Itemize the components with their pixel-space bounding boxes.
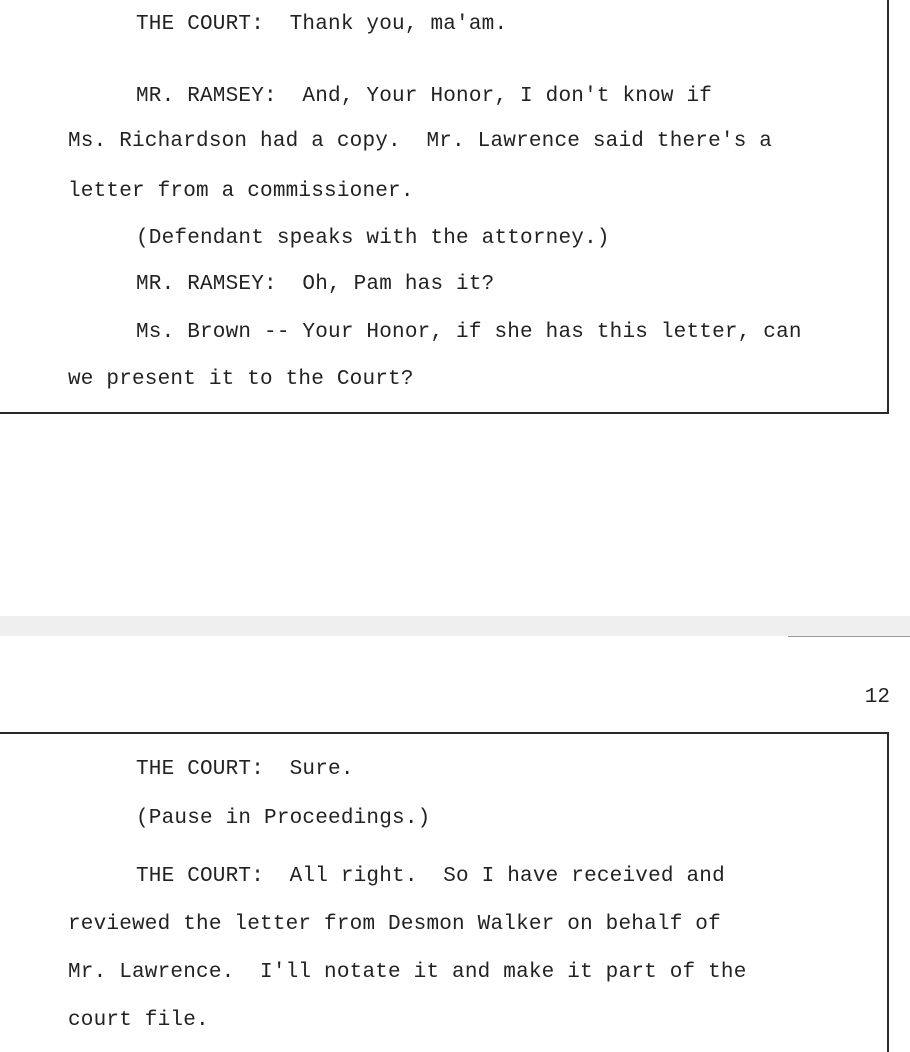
- page-number: 12: [864, 686, 890, 709]
- transcript-line: MR. RAMSEY: Oh, Pam has it?: [136, 273, 495, 296]
- transcript-line: Mr. Lawrence. I'll notate it and make it part of the: [68, 961, 747, 984]
- transcript-line: MR. RAMSEY: And, Your Honor, I don't know if: [136, 85, 713, 108]
- transcript-line: reviewed the letter from Desmon Walker on behalf of: [68, 913, 721, 936]
- transcript-line: court file.: [68, 1009, 209, 1032]
- transcript-line: (Pause in Proceedings.): [136, 807, 431, 830]
- transcript-line: Ms. Richardson had a copy. Mr. Lawrence said there's a: [68, 130, 773, 153]
- transcript-line: THE COURT: All right. So I have received and: [136, 865, 725, 888]
- transcript-line: (Defendant speaks with the attorney.): [136, 227, 610, 250]
- page-separator: [0, 616, 910, 636]
- transcript-line: we present it to the Court?: [68, 368, 414, 391]
- transcript-line: THE COURT: Sure.: [136, 758, 354, 781]
- transcript-line: letter from a commissioner.: [68, 180, 414, 203]
- transcript-page-bottom: [0, 636, 910, 1052]
- page-frame: [0, 0, 889, 414]
- transcript-line: Ms. Brown -- Your Honor, if she has this letter, can: [136, 321, 802, 344]
- scan-mark: [788, 636, 910, 637]
- transcript-line: THE COURT: Thank you, ma'am.: [136, 13, 508, 36]
- page-frame: [0, 732, 889, 1052]
